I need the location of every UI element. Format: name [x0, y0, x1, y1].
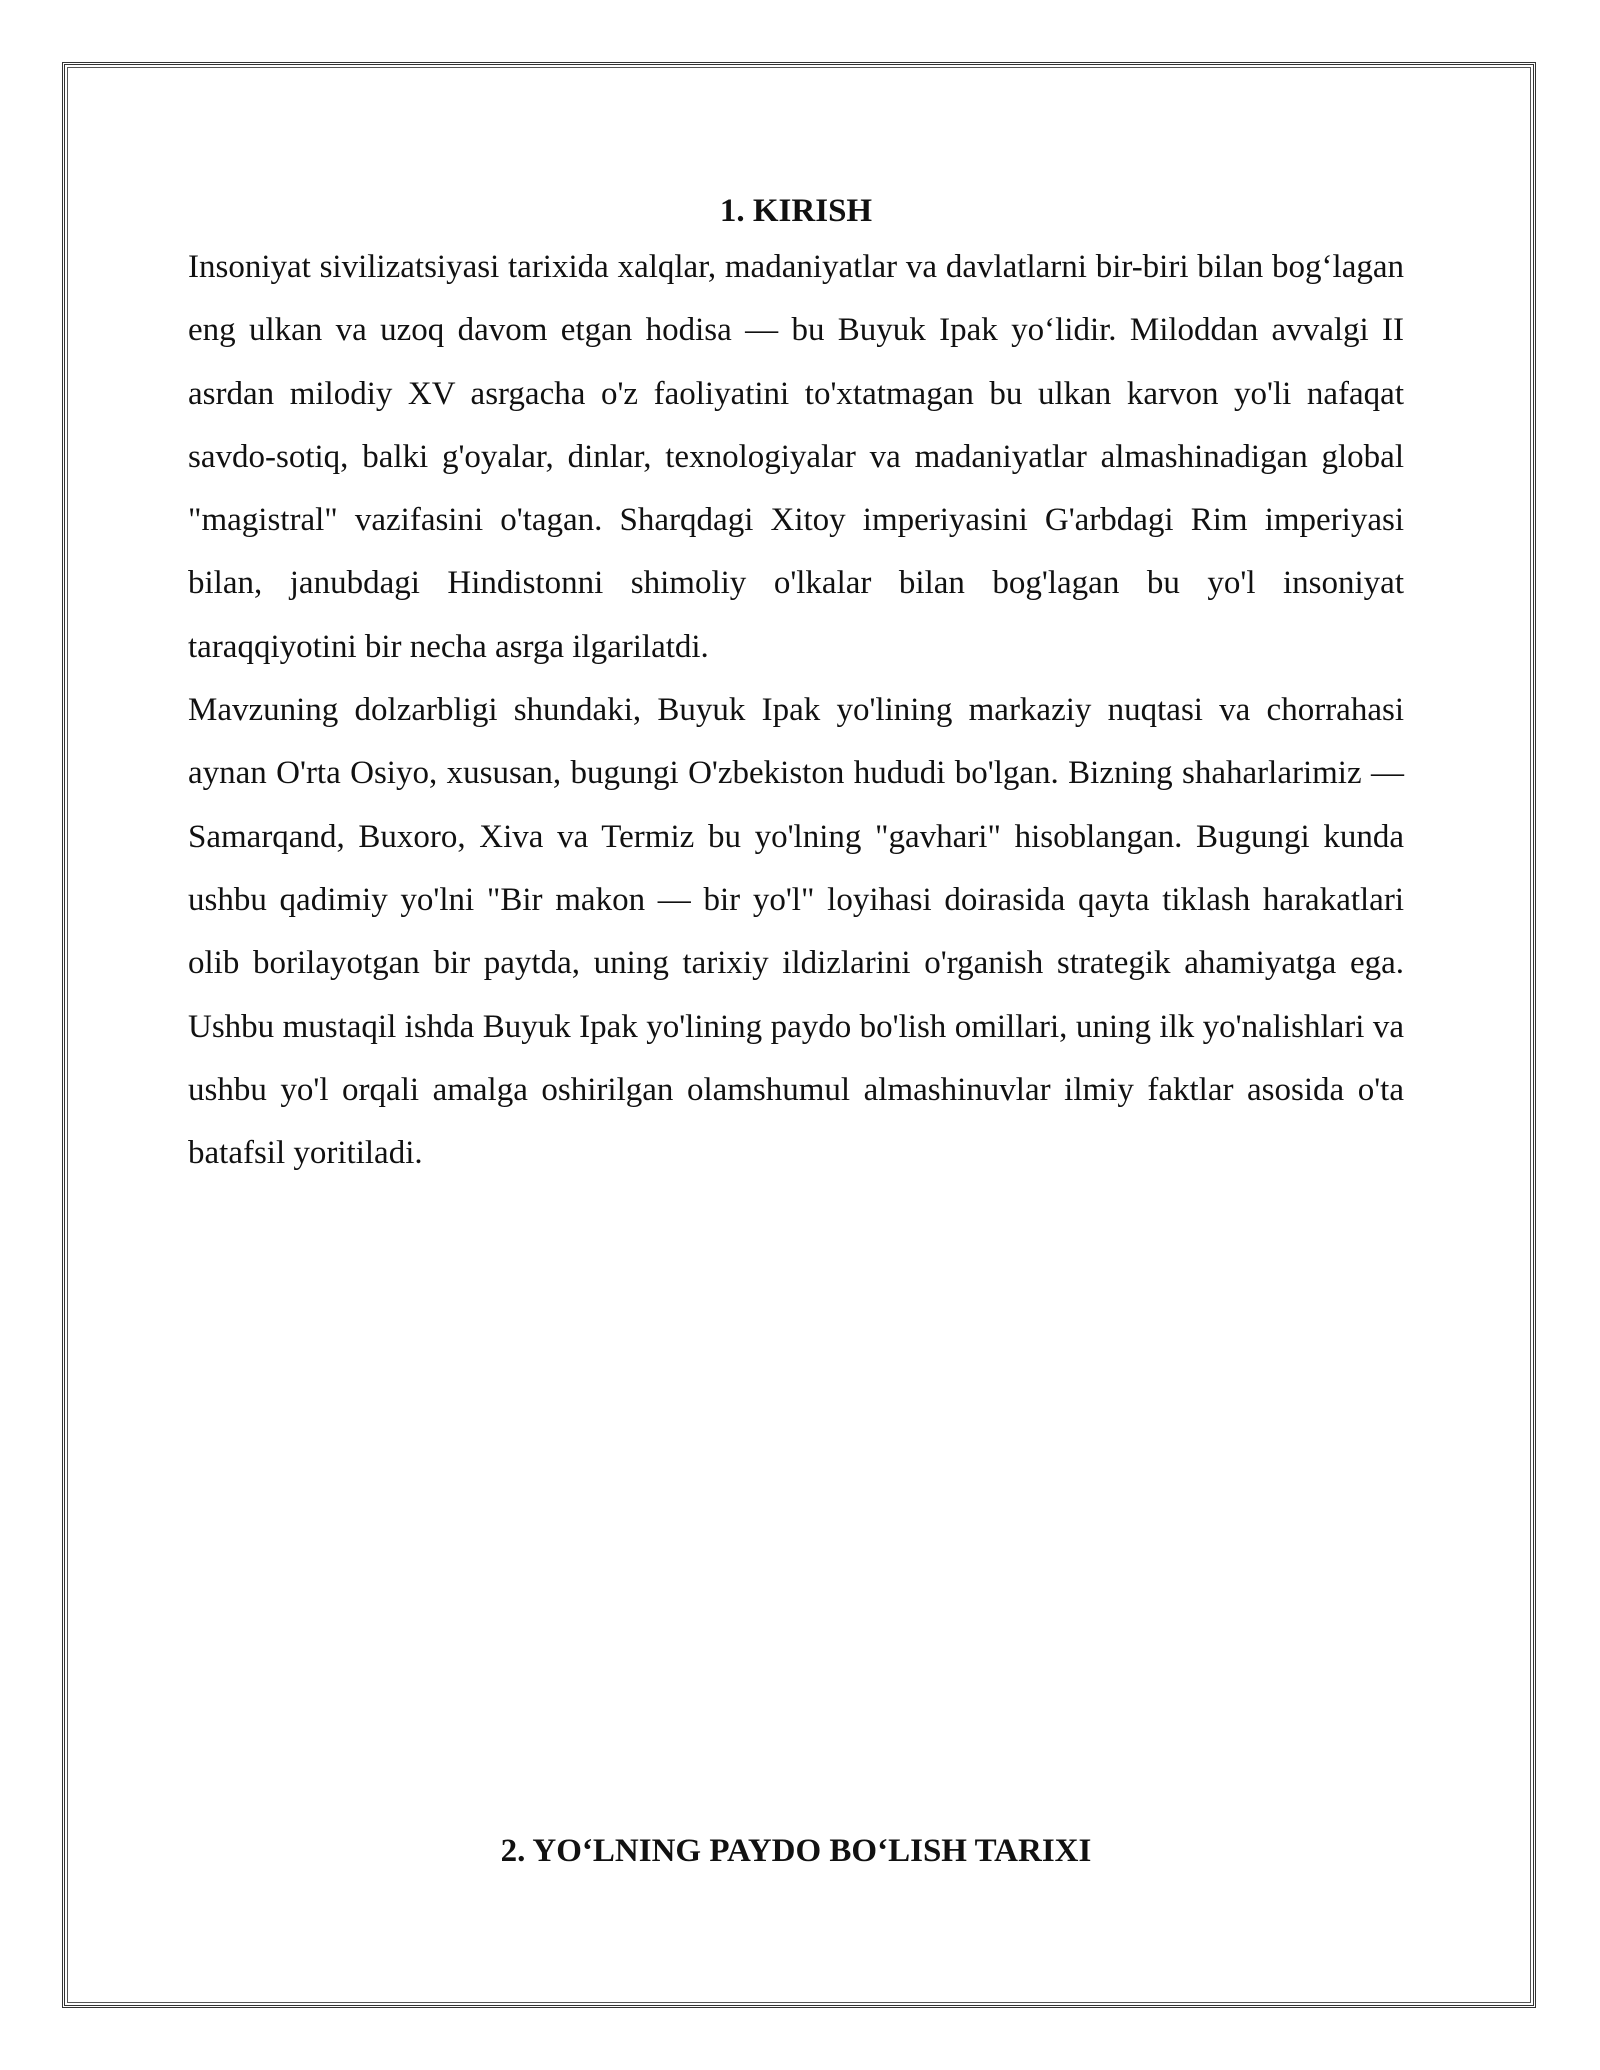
paragraph: Mavzuning dolzarbligi shundaki, Buyuk Ipak yo'lining markaziy nuqtasi va chorrahasi aynan O'rta Osiyo, xususan, bugungi O'zbekiston hududi bo'lgan. Bizning shaharlarimiz — Samarqand, Buxoro, Xiva va Termiz bu yo'lning "gavhari" hisoblangan. Bugungi kunda ushbu qadimiy yo'lni "Bir makon — bir yo'l" loyihasi doirasida qayta tiklash harakatlari olib borilayotgan bir paytda, uning tarixiy ildizlarini o'rganish strategik ahamiyatga ega. Ushbu mustaqil ishda Buyuk Ipak yo'lining paydo bo'lish omillari, uning ilk yo'nalishlari va ushbu yo'l orqali amalga oshirilgan olamshumul almashinuvlar ilmiy faktlar asosida o'ta batafsil yoritiladi.	[188, 692, 1404, 1172]
section-heading: 1. KIRISH	[719, 193, 873, 229]
section-kirish	[188, 186, 1404, 1185]
section-heading: 2. YO‘LNING PAYDO BO‘LISH TARIXI	[500, 1833, 1092, 1869]
paragraph: Insoniyat sivilizatsiyasi tarixida xalqlar, madaniyatlar va davlatlarni bir-biri bilan bog‘lagan eng ulkan va uzoq davom etgan hodisa — bu Buyuk Ipak yo‘lidir. Miloddan avvalgi II asrdan milodiy XV asrgacha o'z faoliyatini to'xtatmagan bu ulkan karvon yo'li nafaqat savdo-sotiq, balki g'oyalar, dinlar, texnologiyalar va madaniyatlar almashinadigan global "magistral" vazifasini o'tagan. Sharqdagi Xitoy imperiyasini G'arbdagi Rim imperiyasi bilan, janubdagi Hindistonni shimoliy o'lkalar bilan bog'lagan bu yo'l insoniyat taraqqiyotini bir necha asrga ilgarilatdi.	[188, 249, 1404, 665]
